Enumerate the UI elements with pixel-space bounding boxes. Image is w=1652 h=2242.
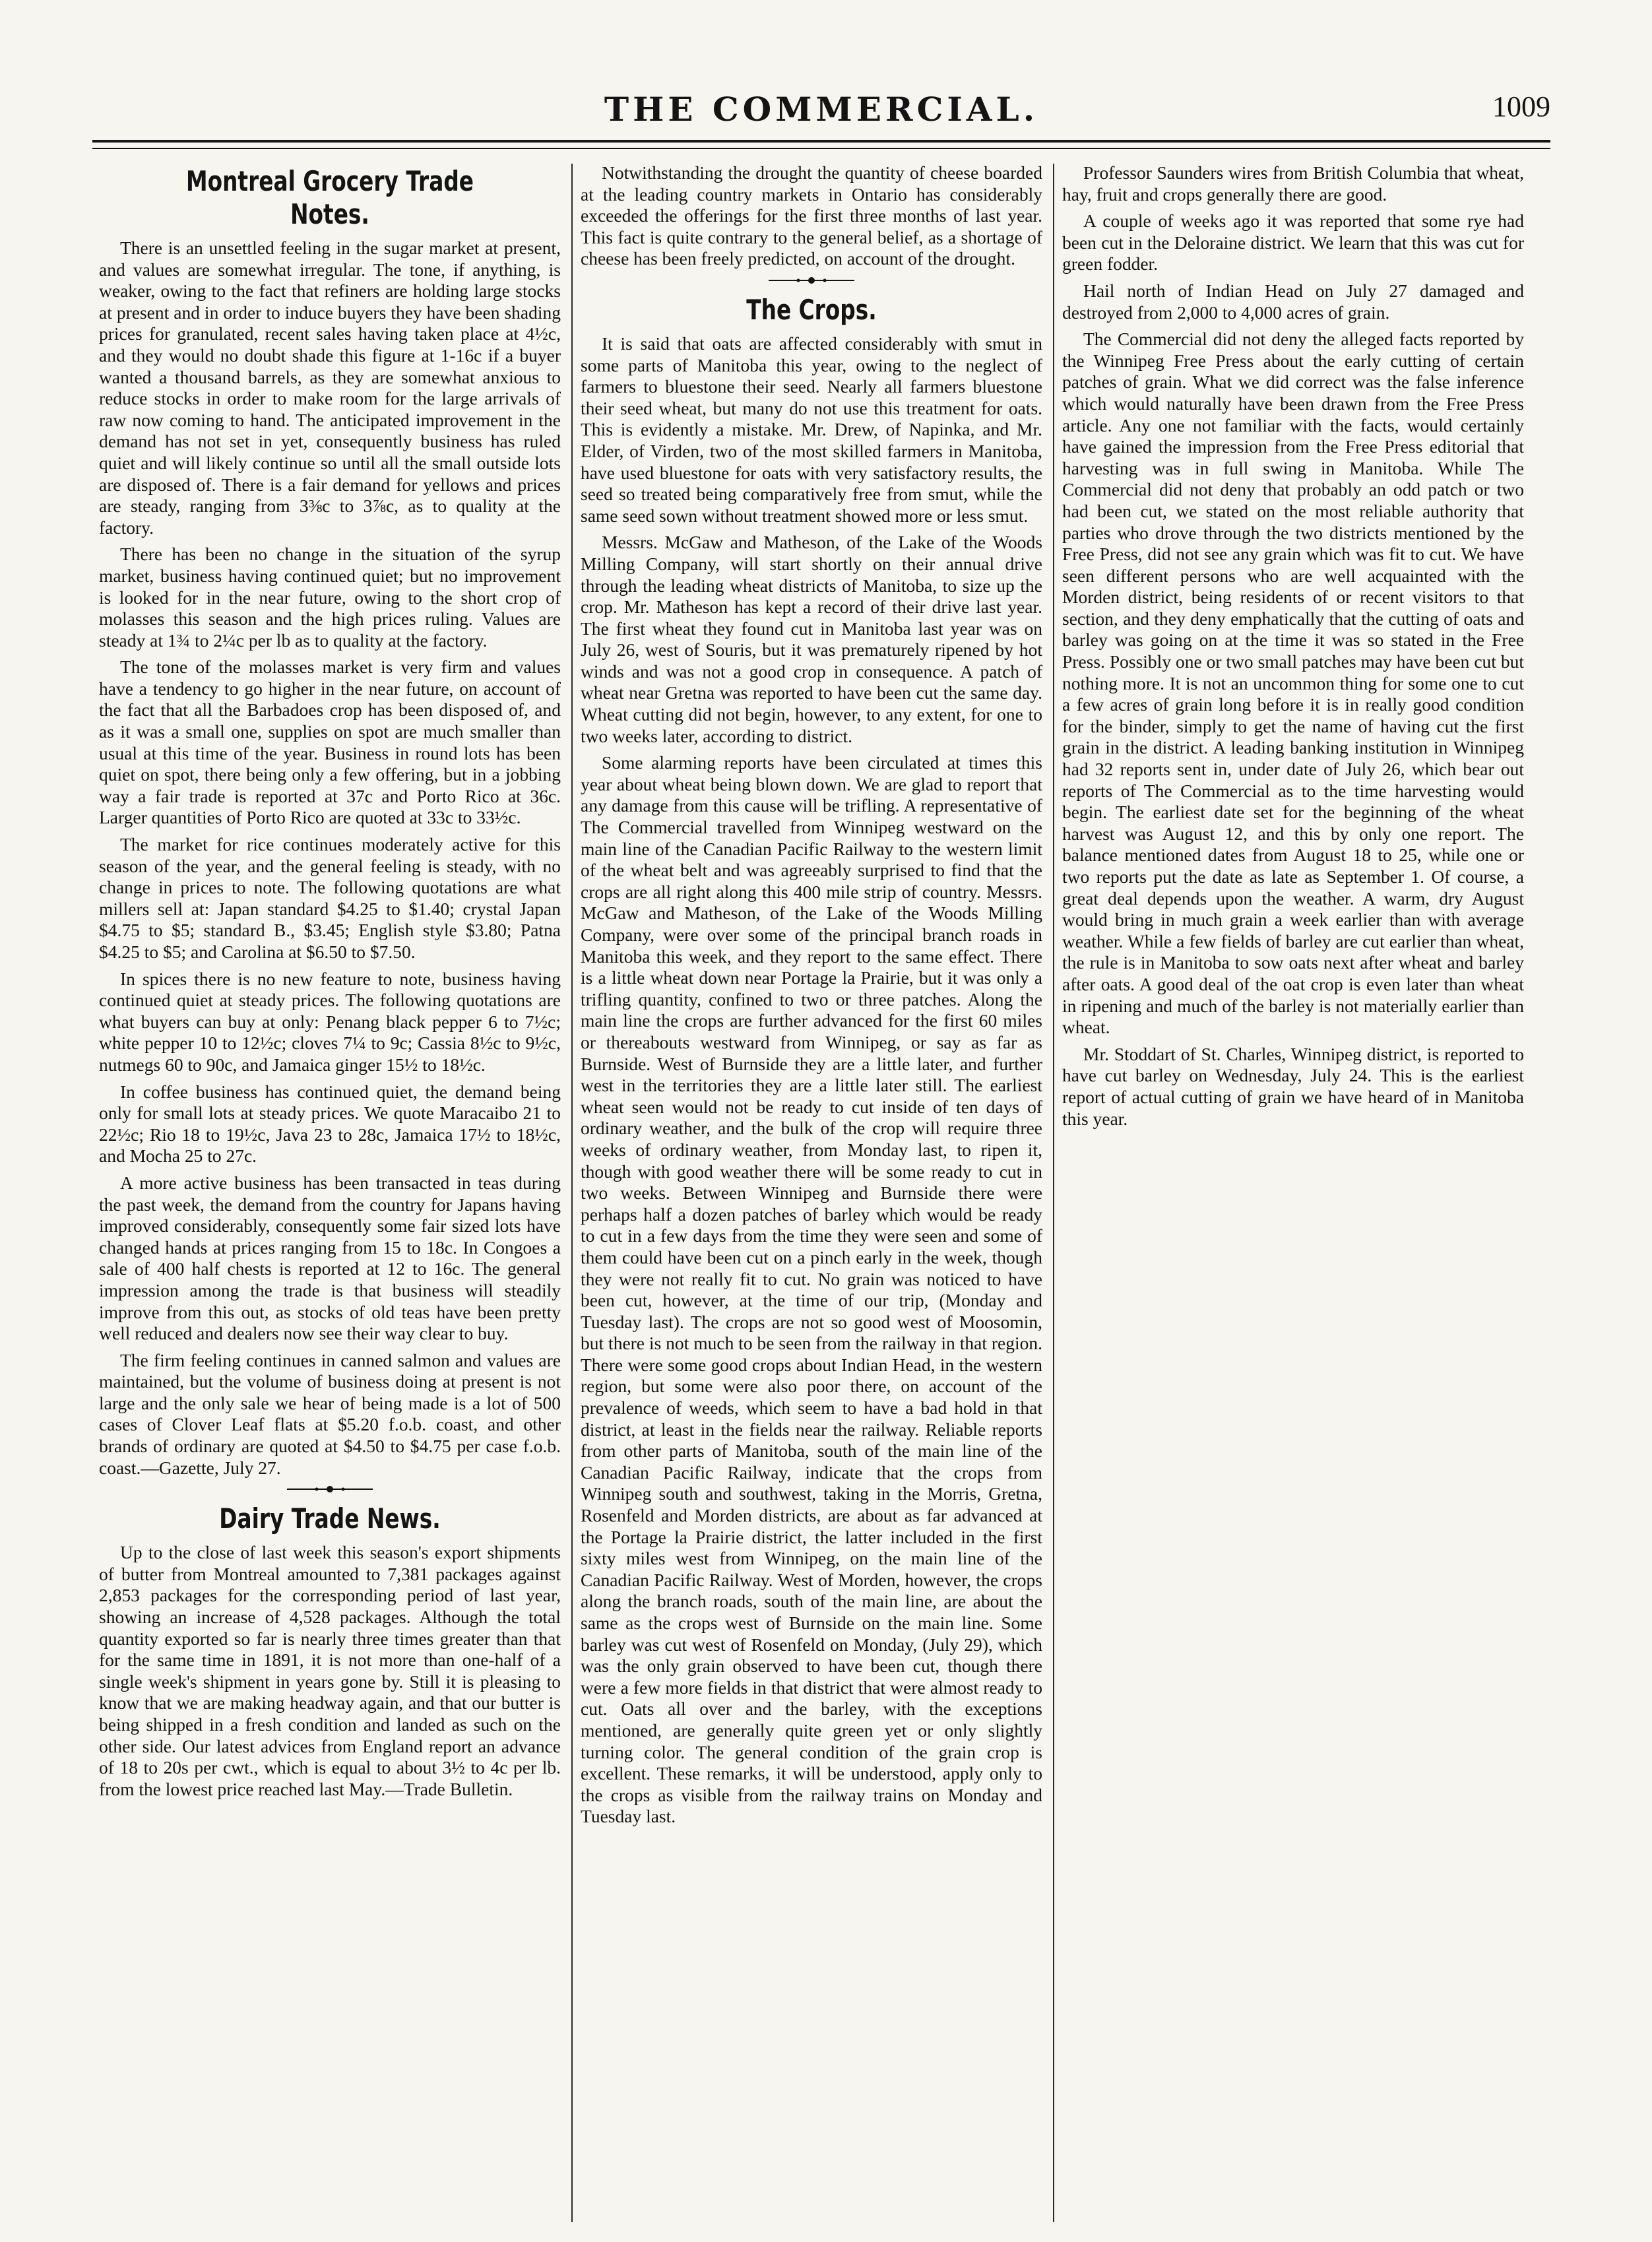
section-divider bbox=[769, 275, 854, 286]
article-paragraph: A more active business has been transacted in teas during the past week, the demand from the country for Japans having improved considerably, consequently some fair sized lots have changed hands at prices ranging from 15 to 18c. In Congoes a sale of 400 half chests is reported at 12 to 16c. The general impression among the trade is that business will steadily improve from this out, as stocks of old teas have been pretty well reduced and dealers now see their way clear to buy. bbox=[99, 1172, 561, 1344]
column-rule bbox=[571, 164, 573, 2222]
article-paragraph: Hail north of Indian Head on July 27 damaged and destroyed from 2,000 to 4,000 acres of grain. bbox=[1062, 280, 1524, 323]
column-3 bbox=[1062, 162, 1524, 2221]
article-paragraph: Notwithstanding the drought the quantity of cheese boarded at the leading country markets in Ontario has considerably exceeded the offerings for the first three months of last year. This fact is quite contrary to the general belief, as a shortage of cheese has been freely predicted, on account of the drought. bbox=[581, 162, 1042, 269]
masthead-rule-thin bbox=[92, 148, 1550, 149]
newspaper-title: THE COMMERCIAL. bbox=[604, 90, 1039, 129]
article-paragraph: The Commercial did not deny the alleged facts reported by the Winnipeg Free Press about the early cutting of certain patches of grain. What we did correct was the false inference which would naturally have been drawn from the Free Press article. Any one not familiar with the facts, would certainly have gained the impression from the Free Press editorial that harvesting was in full swing in Manitoba. While The Commercial did not deny that probably an odd patch or two had been cut, we stated on the most reliable authority that parties who drove through the two districts mentioned by the Free Press, did not see any grain which was fit to cut. We have seen different persons who are well acquainted with the Morden district, being residents of or recent visitors to that section, and they deny emphatically that the cutting of oats and barley was going on at the time it was so stated in the Free Press. Possibly one or two small patches may have been cut but nothing more. It is not an uncommon thing for some one to cut a few acres of grain long before it is in really good condition for the binder, simply to get the name of having cut the first grain in the district. A leading banking institution in Winnipeg had 32 reports sent in, under date of July 26, which bear out reports of The Commercial as to the time harvesting would begin. The earliest date set for the beginning of the wheat harvest was August 12, and this by only one report. The balance mentioned dates from August 18 to 25, while one or two reports put the date as late as September 1. Of course, a great deal depends upon the weather. A warm, dry August would bring in much grain a week earlier than with average weather. While a few fields of barley are cut earlier than wheat, the rule is in Manitoba to sow oats next after wheat and barley after oats. A good deal of the oat crop is even later than wheat in ripening and much of the barley is not materially earlier than wheat. bbox=[1062, 329, 1524, 1038]
article-heading-the-crops: The Crops. bbox=[746, 293, 877, 326]
article-paragraph: The firm feeling continues in canned salmon and values are maintained, but the volume of business doing at present is not large and the only sale we hear of being made is a lot of 500 cases of Clover Leaf flats at $5.20 f.o.b. coast, and other brands of ordinary are quoted at $4.50 to $4.75 per case f.o.b. coast.—Gazette, July 27. bbox=[99, 1349, 561, 1478]
masthead bbox=[92, 86, 1550, 132]
section-divider bbox=[287, 1484, 373, 1494]
article-paragraph: The market for rice continues moderately active for this season of the year, and the general feeling is steady, with no change in prices to note. The following quotations are what millers sell at: Japan standard $4.25 to $1.40; crystal Japan $4.75 to $5; standard B., $3.45; English style $3.80; Patna $4.25 to $5; and Carolina at $6.50 to $7.50. bbox=[99, 834, 561, 962]
column-2 bbox=[581, 162, 1042, 2221]
article-heading-dairy-trade: Dairy Trade News. bbox=[219, 1502, 441, 1535]
article-paragraph: There has been no change in the situation of the syrup market, business having continued quiet; but no improvement is looked for in the near future, owing to the short crop of molasses this season and the high prices ruling. Values are steady at 1¾ to 2¼c per lb as to quality at the factory. bbox=[99, 544, 561, 651]
article-paragraph: Mr. Stoddart of St. Charles, Winnipeg district, is reported to have cut barley on Wednesday, July 24. This is the earliest report of actual cutting of grain we have heard of in Manitoba this year. bbox=[1062, 1043, 1524, 1129]
article-paragraph: Professor Saunders wires from British Columbia that wheat, hay, fruit and crops generally there are good. bbox=[1062, 162, 1524, 205]
masthead-rule-thick bbox=[92, 140, 1550, 143]
article-paragraph: There is an unsettled feeling in the sugar market at present, and values are somewhat irregular. The tone, if anything, is weaker, owing to the fact that refiners are holding large stocks at present and in order to induce buyers they have been shading prices for granulated, recent sales having taken place at 4½c, and they would no doubt shade this figure at 1-16c if a buyer wanted a thousand barrels, as they are somewhat anxious to reduce stocks in order to make room for the large arrivals of raw now coming to hand. The anticipated improvement in the demand has not set in yet, consequently business has ruled quiet and will likely continue so until all the small outside lots are disposed of. There is a fair demand for yellows and prices are steady, ranging from 3⅜c to 3⅞c, as to quality at the factory. bbox=[99, 238, 561, 538]
article-paragraph: It is said that oats are affected considerably with smut in some parts of Manitoba this year, owing to the neglect of farmers to bluestone their seed. Nearly all farmers bluestone their seed wheat, but many do not use this treatment for oats. This is evidently a mistake. Mr. Drew, of Napinka, and Mr. Elder, of Virden, two of the most skilled farmers in Manitoba, have used bluestone for oats with very satisfactory results, the seed so treated being comparatively free from smut, while the same seed sown without treatment showed more or less smut. bbox=[581, 333, 1042, 526]
article-heading-montreal-grocery: Montreal Grocery Trade Notes. bbox=[186, 165, 474, 230]
column-1 bbox=[99, 162, 561, 2221]
article-paragraph: Messrs. McGaw and Matheson, of the Lake of the Woods Milling Company, will start shortly on their annual drive through the leading wheat districts of Manitoba, to size up the crop. Mr. Matheson has kept a record of their drive last year. The first wheat they found cut in Manitoba last year was on July 26, west of Souris, but it was prematurely ripened by hot winds and was not a good crop in consequence. A patch of wheat near Gretna was reported to have been cut the same day. Wheat cutting did not begin, however, to any extent, for one to two weeks later, according to district. bbox=[581, 532, 1042, 746]
article-paragraph: The tone of the molasses market is very firm and values have a tendency to go higher in the near future, on account of the fact that all the Barbadoes crop has been disposed of, and as it was a small one, supplies on spot are much smaller than usual at this time of the year. Business in round lots has been quiet on spot, there being only a few offering, but in a jobbing way a fair trade is reported at 37c and Porto Rico at 36c. Larger quantities of Porto Rico are quoted at 33c to 33½c. bbox=[99, 657, 561, 828]
column-rule bbox=[1053, 164, 1054, 2222]
article-paragraph: A couple of weeks ago it was reported that some rye had been cut in the Deloraine district. We learn that this was cut for green fodder. bbox=[1062, 210, 1524, 274]
article-paragraph: Up to the close of last week this season's export shipments of butter from Montreal amounted to 7,381 packages against 2,853 packages for the corresponding period of last year, showing an increase of 4,528 packages. Although the total quantity exported so far is nearly three times greater than that for the same time in 1891, it is not more than one-half of a single week's shipment in years gone by. Still it is pleasing to know that we are making headway again, and that our butter is being shipped in a fresh condition and landed as such on the other side. Our latest advices from England report an advance of 18 to 20s per cwt., which is equal to about 3½ to 4c per lb. from the lowest price reached last May.—Trade Bulletin. bbox=[99, 1542, 561, 1799]
article-paragraph: Some alarming reports have been circulated at times this year about wheat being blown down. We are glad to report that any damage from this cause will be trifling. A representative of The Commercial travelled from Winnipeg westward on the main line of the Canadian Pacific Railway to the western limit of the wheat belt and was agreeably surprised to find that the crops are all right along this 400 mile strip of country. Messrs. McGaw and Matheson, of the Lake of the Woods Milling Company, were over some of the principal branch roads in Manitoba this week, and they report to the same effect. There is a little wheat down near Portage la Prairie, but it was only a trifling quantity, confined to two or three patches. Along the main line the crops are further advanced for the first 60 miles or thereabouts westward from Winnipeg, or say as far as Burnside. West of Burnside they are a little later, and further west in the territories they are a little later still. The earliest wheat seen would not be ready to cut inside of ten days of ordinary weather, and the bulk of the crop will require three weeks of ordinary weather, from Monday last, to ripen it, though with good weather there will be some ready to cut in two weeks. Between Winnipeg and Burnside there were perhaps half a dozen patches of barley which would be ready to cut in a few days from the time they were seen and some of them could have been cut on a pinch early in the week, though they were not really fit to cut. No grain was noticed to have been cut, however, at the time of our trip, (Monday and Tuesday last). The crops are not so good west of Moosomin, but there is not much to be seen from the railway in that region. There were some good crops about Indian Head, in the western region, but some were also poor there, on account of the prevalence of weeds, which seem to have a bad hold in that district, at least in the fields near the railway. Reliable reports from other parts of Manitoba, south of the main line of the Canadian Pacific Railway, indicate that the crops from Winnipeg south and southwest, taking in the Morris, Gretna, Rosenfeld and Morden districts, are about as far advanced at the Portage la Prairie district, the latter included in the first sixty miles west from Winnipeg, on the main line of the Canadian Pacific Railway. West of Morden, however, the crops along the branch roads, south of the main line, are about the same as the crops west of Burnside on the main line. Some barley was cut west of Rosenfeld on Monday, (July 29), which was the only grain observed to have been cut, though there were a few more fields in that district that were almost ready to cut. Oats all over and the barley, with the exceptions mentioned, are generally quite green yet or only slightly turning color. The general condition of the grain crop is excellent. These remarks, it will be understood, apply only to the crops as visible from the railway trains on Monday and Tuesday last. bbox=[581, 752, 1042, 1827]
article-paragraph: In coffee business has continued quiet, the demand being only for small lots at steady prices. We quote Maracaibo 21 to 22½c; Rio 18 to 19½c, Java 23 to 28c, Jamaica 17½ to 18½c, and Mocha 25 to 27c. bbox=[99, 1081, 561, 1167]
article-paragraph: In spices there is no new feature to note, business having continued quiet at steady prices. The following quotations are what buyers can buy at only: Penang black pepper 6 to 7½c; white pepper 10 to 12½c; cloves 7¼ to 9c; Cassia 8½c to 9½c, nutmegs 60 to 90c, and Jamaica ginger 15½ to 18½c. bbox=[99, 968, 561, 1075]
page-number: 1009 bbox=[1492, 90, 1550, 123]
